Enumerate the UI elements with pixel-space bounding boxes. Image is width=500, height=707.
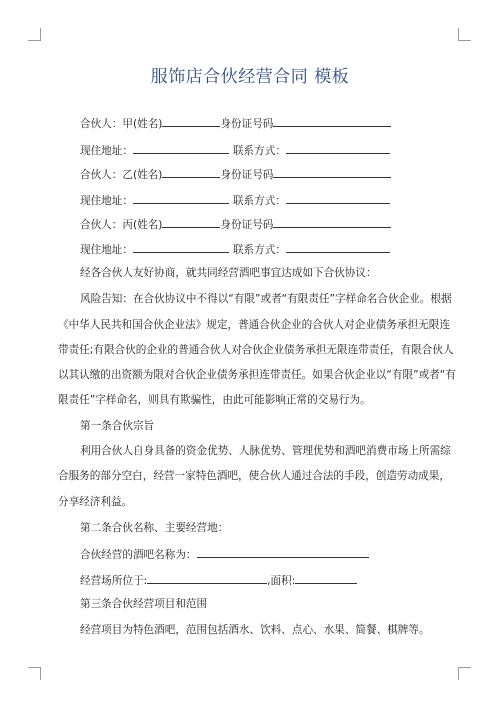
- page-corner-mark-bottom-left: [28, 667, 41, 680]
- intro-paragraph: 经各合伙人友好协商，就共同经营酒吧事宜达成如下合伙协议：: [80, 267, 377, 279]
- risk-notice-line: 风险告知：在合伙协议中不得以“有限”或者“有限责任”字样命名合伙企业。根据: [80, 293, 452, 305]
- page-corner-mark-top-left: [28, 28, 41, 41]
- partner-a-name-row: 合伙人：甲(姓名) 身份证号码: [80, 115, 391, 131]
- location-field[interactable]: [147, 572, 267, 584]
- area-field[interactable]: [295, 572, 357, 584]
- partner-c-name-field[interactable]: [162, 216, 220, 228]
- article-1-heading: 第一条合伙宗旨: [80, 420, 155, 432]
- article-1-line: 合服务的部分空白，经营一家特色酒吧，使合伙人通过合法的手段，创造劳动成果，: [58, 470, 450, 482]
- partner-c-contact-field[interactable]: [286, 241, 390, 253]
- partner-a-address-field[interactable]: [133, 142, 229, 154]
- risk-notice-line: 《中华人民共和国合伙企业法》规定，普通合伙企业的合伙人对企业债务承担无限连: [58, 319, 450, 331]
- article-3-text: 经营项目为特色酒吧，范围包括酒水、饮料、点心、水果、简餐、棋牌等。: [80, 624, 430, 636]
- partner-b-id-field[interactable]: [273, 166, 391, 178]
- bar-name-field[interactable]: [197, 546, 369, 558]
- location-row: 经营场所位于: ,面积:: [80, 572, 357, 588]
- article-3-heading: 第三条合伙经营项目和范围: [80, 598, 208, 610]
- article-2-heading: 第二条合伙名称、主要经营地：: [80, 522, 229, 534]
- page-corner-mark-bottom-right: [458, 667, 471, 680]
- document-title: 服饰店合伙经营合同 模板: [150, 67, 350, 87]
- partner-a-id-field[interactable]: [273, 115, 391, 127]
- article-1-line: 分享经济利益。: [58, 496, 133, 508]
- risk-notice-line: 带责任;有限合伙的企业的普通合伙人对合伙企业债务承担无限连带责任，有限合伙人: [58, 344, 454, 356]
- partner-b-name-row: 合伙人：乙(姓名) 身份证号码: [80, 166, 391, 182]
- risk-notice-line: 以其认缴的出资额为限对合伙企业债务承担连带责任。如果合伙企业以“有限”或者“有: [58, 369, 456, 381]
- partner-b-address-field[interactable]: [133, 192, 229, 204]
- partner-c-id-field[interactable]: [273, 216, 391, 228]
- risk-notice-line: 限责任”字样命名，则具有欺骗性，由此可能影响正常的交易行为。: [58, 394, 371, 406]
- bar-name-row: 合伙经营的酒吧名称为：: [80, 546, 369, 562]
- partner-c-address-field[interactable]: [133, 241, 229, 253]
- partner-a-address-row: 现住地址： 联系方式：: [80, 142, 390, 158]
- partner-c-name-row: 合伙人：丙(姓名) 身份证号码: [80, 216, 391, 232]
- partner-c-address-row: 现住地址： 联系方式：: [80, 241, 390, 257]
- partner-b-address-row: 现住地址： 联系方式：: [80, 192, 390, 208]
- partner-b-name-field[interactable]: [162, 166, 220, 178]
- partner-a-contact-field[interactable]: [286, 142, 390, 154]
- partner-b-contact-field[interactable]: [286, 192, 390, 204]
- page-corner-mark-top-right: [458, 28, 471, 41]
- article-1-line: 利用合伙人自身具备的资金优势、人脉优势、管理优势和酒吧消费市场上所需综: [80, 445, 451, 457]
- partner-a-name-field[interactable]: [162, 115, 220, 127]
